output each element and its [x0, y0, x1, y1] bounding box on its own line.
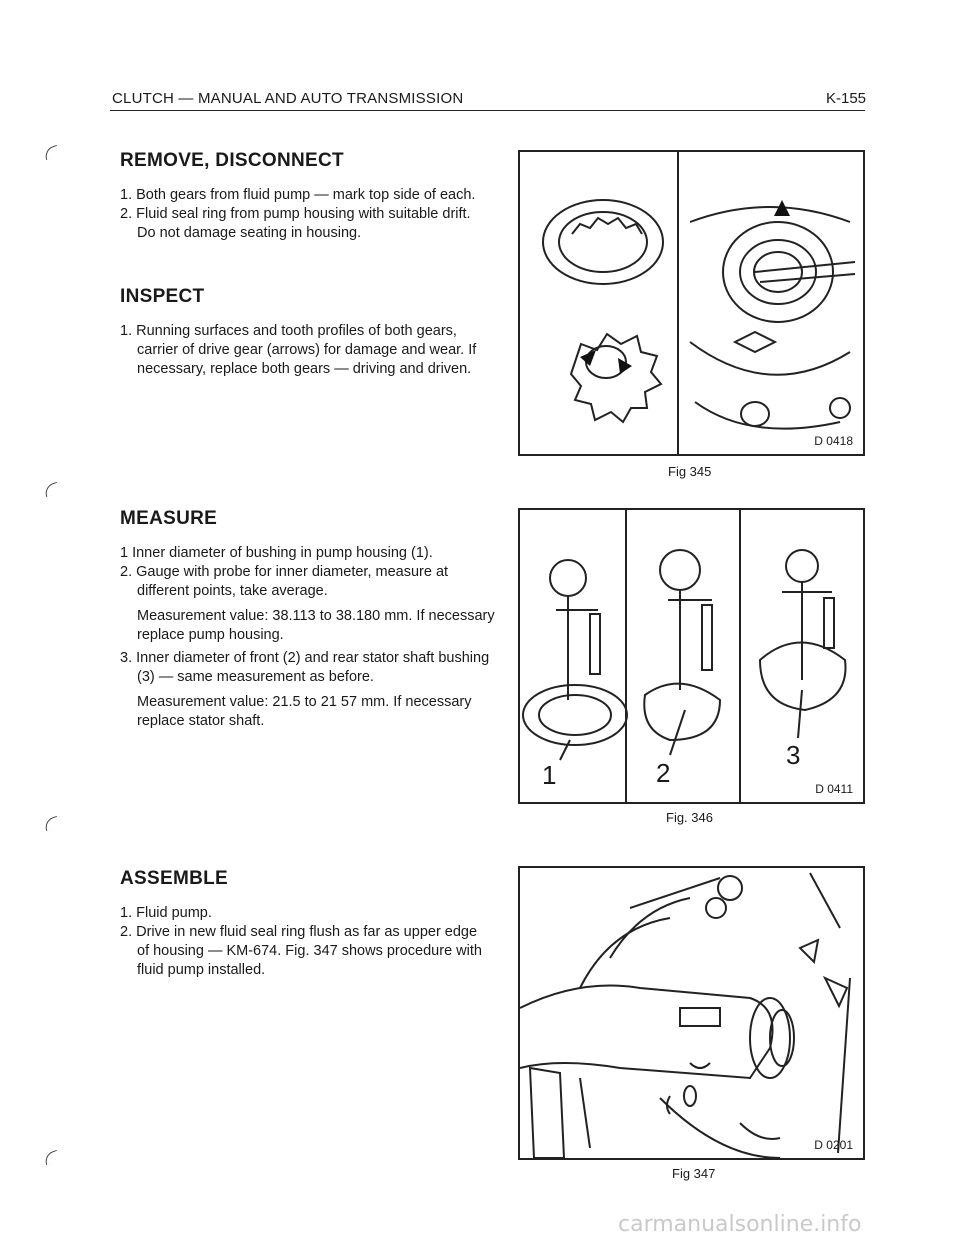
list-item: 1 Inner diameter of bushing in pump housing (1). — [120, 545, 433, 561]
list-item: 1. Both gears from fluid pump — mark top side of each. — [120, 187, 476, 203]
section-heading: INSPECT — [120, 286, 205, 307]
callout-label-3: 3 — [786, 740, 801, 770]
section-heading: ASSEMBLE — [120, 868, 228, 889]
section-heading: MEASURE — [120, 508, 218, 529]
figure-code: D 0201 — [814, 1138, 853, 1152]
page-number: K-155 — [826, 90, 867, 107]
seal-installation-illustration — [520, 868, 863, 1158]
figure-code: D 0418 — [814, 434, 853, 448]
figure-code: D 0411 — [815, 782, 853, 796]
section-inspect — [120, 286, 490, 379]
figure-caption: Fig 345 — [668, 464, 712, 479]
header-title: CLUTCH — MANUAL AND AUTO TRANSMISSION — [112, 90, 464, 107]
list-item: 3. Inner diameter of front (2) and rear stator shaft bushing (3) — same measurement as before. — [120, 650, 490, 685]
margin-mark — [43, 816, 61, 831]
list-item: 2. Drive in new fluid seal ring flush as far as upper edge of housing — KM-674. Fig. 347 shows procedure with fluid pump installed. — [120, 924, 482, 978]
figure-caption: Fig 347 — [672, 1166, 716, 1181]
section-remove — [120, 150, 490, 243]
watermark: carmanualsonline.info — [618, 1212, 862, 1237]
margin-mark — [43, 482, 61, 497]
bore-gauge-illustration — [520, 510, 863, 802]
measurement-note: Measurement value: 21.5 to 21 57 mm. If necessary replace stator shaft. — [137, 694, 472, 729]
figure-347 — [518, 866, 865, 1160]
step-list — [120, 186, 490, 243]
margin-mark — [43, 1150, 61, 1165]
figure-345 — [518, 150, 865, 456]
list-item: 1. Fluid pump. — [120, 905, 212, 921]
figure-caption: Fig. 346 — [666, 810, 713, 825]
section-assemble — [120, 868, 490, 980]
callout-label-2: 2 — [656, 758, 671, 788]
callout-label-1: 1 — [542, 760, 557, 790]
step-list — [120, 322, 490, 379]
list-item: 2. Fluid seal ring from pump housing with suitable drift. Do not damage seating in housing. — [120, 206, 471, 241]
step-list — [120, 904, 490, 980]
margin-mark — [43, 145, 61, 160]
section-heading: REMOVE, DISCONNECT — [120, 150, 344, 171]
measurement-note: Measurement value: 38.113 to 38.180 mm. If necessary replace pump housing. — [137, 608, 495, 643]
list-item: 2. Gauge with probe for inner diameter, measure at different points, take average. — [120, 564, 449, 599]
section-measure — [120, 508, 500, 735]
gear-illustration — [520, 152, 863, 454]
list-item: 1. Running surfaces and tooth profiles of both gears, carrier of drive gear (arrows) for damage and wear. If necessary, replace both gears — driving and driven. — [120, 323, 477, 377]
header-rule — [110, 110, 865, 111]
figure-346 — [518, 508, 865, 804]
step-list — [120, 544, 500, 731]
